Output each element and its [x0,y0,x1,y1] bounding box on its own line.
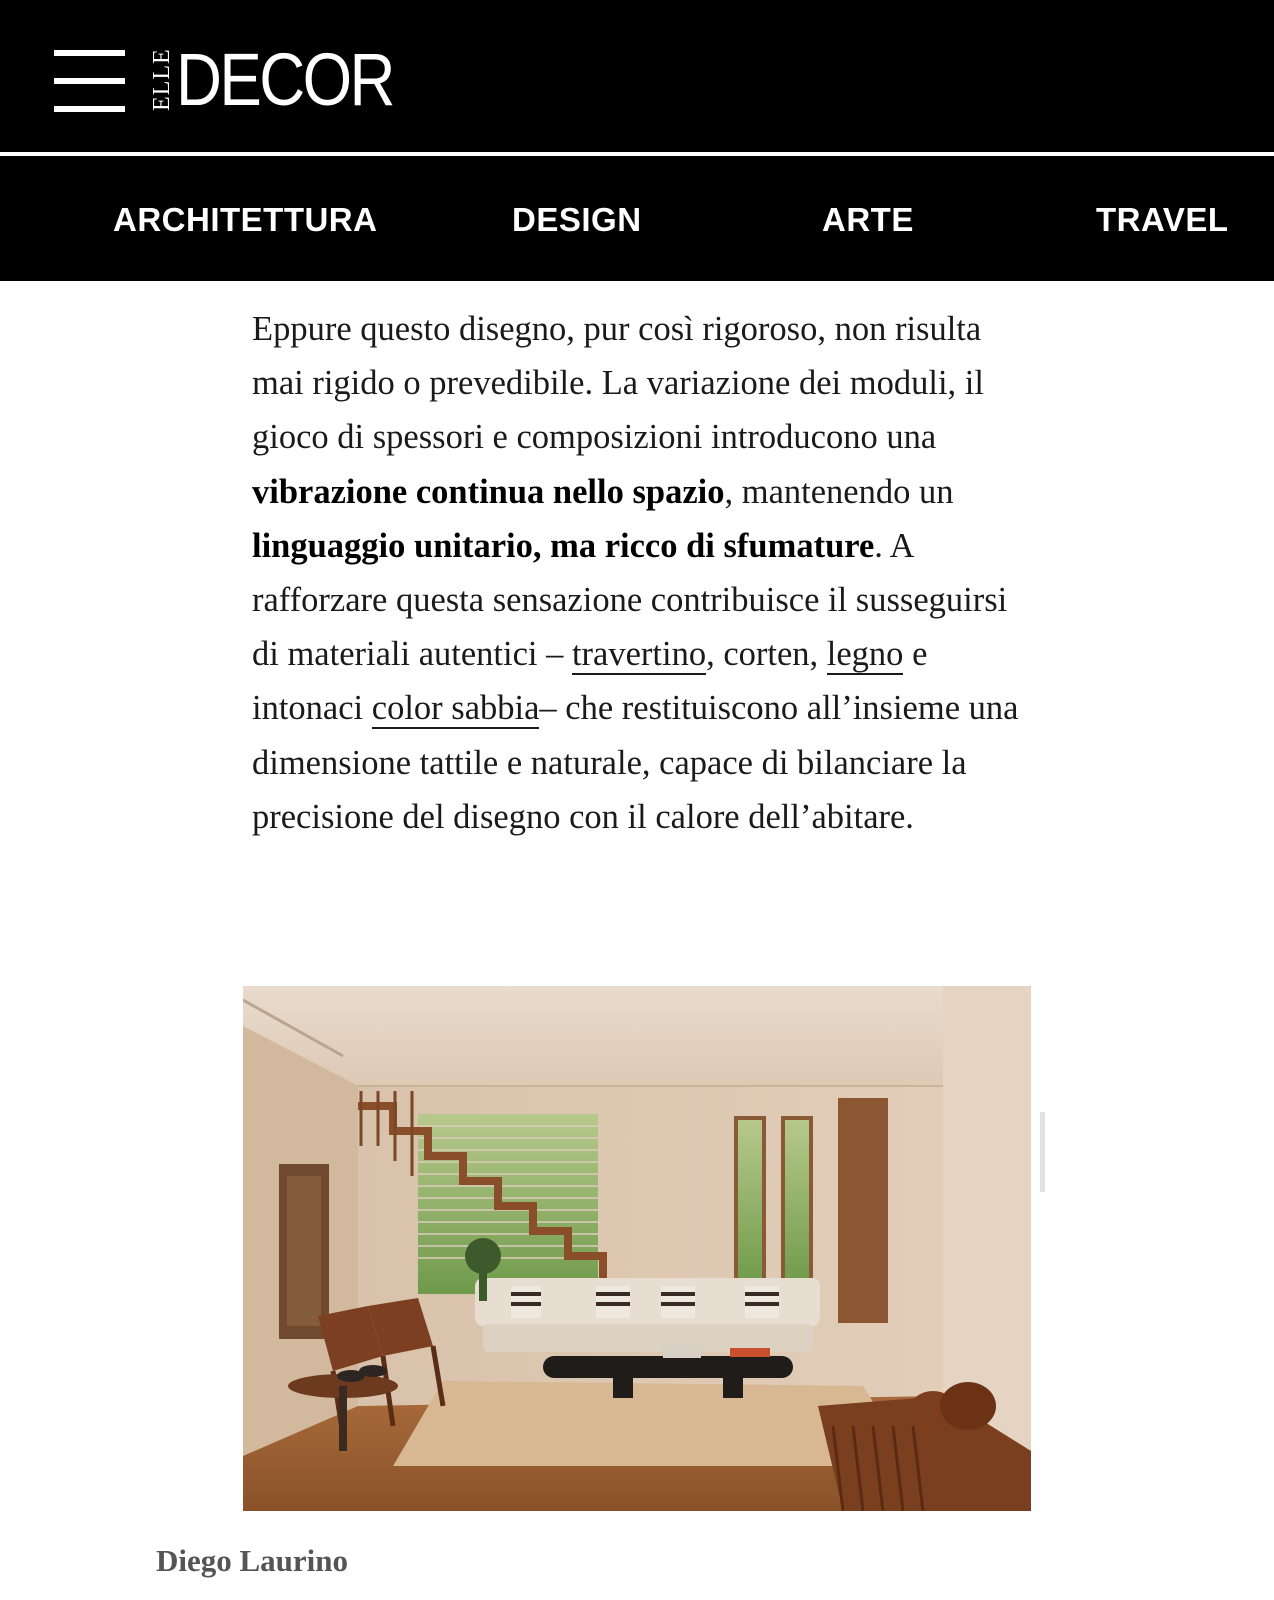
site-header [0,0,1274,152]
paragraph-text: – che restituiscono all’insieme una dimensione tattile e naturale, capace di bilanciare la precisione del disegno con il calore dell’abitare. [252,689,1019,836]
link-travertino[interactable]: travertino [571,635,707,674]
hamburger-menu-icon[interactable] [54,50,125,112]
menu-bar-middle [54,78,125,84]
paragraph-text: . A rafforzare questa sensazione contribuisce il susseguirsi di materiali autentici – [252,526,1008,674]
logo-decor: DECOR [176,38,393,121]
nav-item-architettura[interactable]: ARCHITETTURA [113,201,378,238]
nav-item-design[interactable]: DESIGN [512,201,642,238]
nav-item-travel[interactable]: TRAVEL [1096,201,1229,238]
site-logo[interactable] [149,38,428,121]
paragraph-text: e intonaci [252,635,928,728]
link-color-sabbia[interactable]: color sabbia [371,689,540,728]
menu-bar-bottom [54,106,125,112]
paragraph-text: , corten, [706,635,827,674]
bold-phrase: linguaggio unitario, ma ricco di sfumature [252,526,875,565]
link-legno[interactable]: legno [826,635,904,674]
article-paragraph [252,302,1032,844]
photo-credit: Diego Laurino [156,1543,349,1578]
living-room-photo [243,986,1031,1511]
menu-bar-top [54,50,125,56]
logo-elle: ELLE [149,48,175,111]
category-nav [0,156,1274,281]
nav-item-arte[interactable]: ARTE [822,201,914,238]
bold-phrase: vibrazione continua nello spazio [252,472,725,511]
paragraph-text: , mantenendo un [724,472,954,511]
paragraph-text: Eppure questo disegno, pur così rigoroso, non risulta mai rigido o prevedibile. La variazione dei moduli, il gioco di spessori e composizioni introducono una [252,310,984,457]
scroll-indicator[interactable] [1040,1112,1045,1192]
